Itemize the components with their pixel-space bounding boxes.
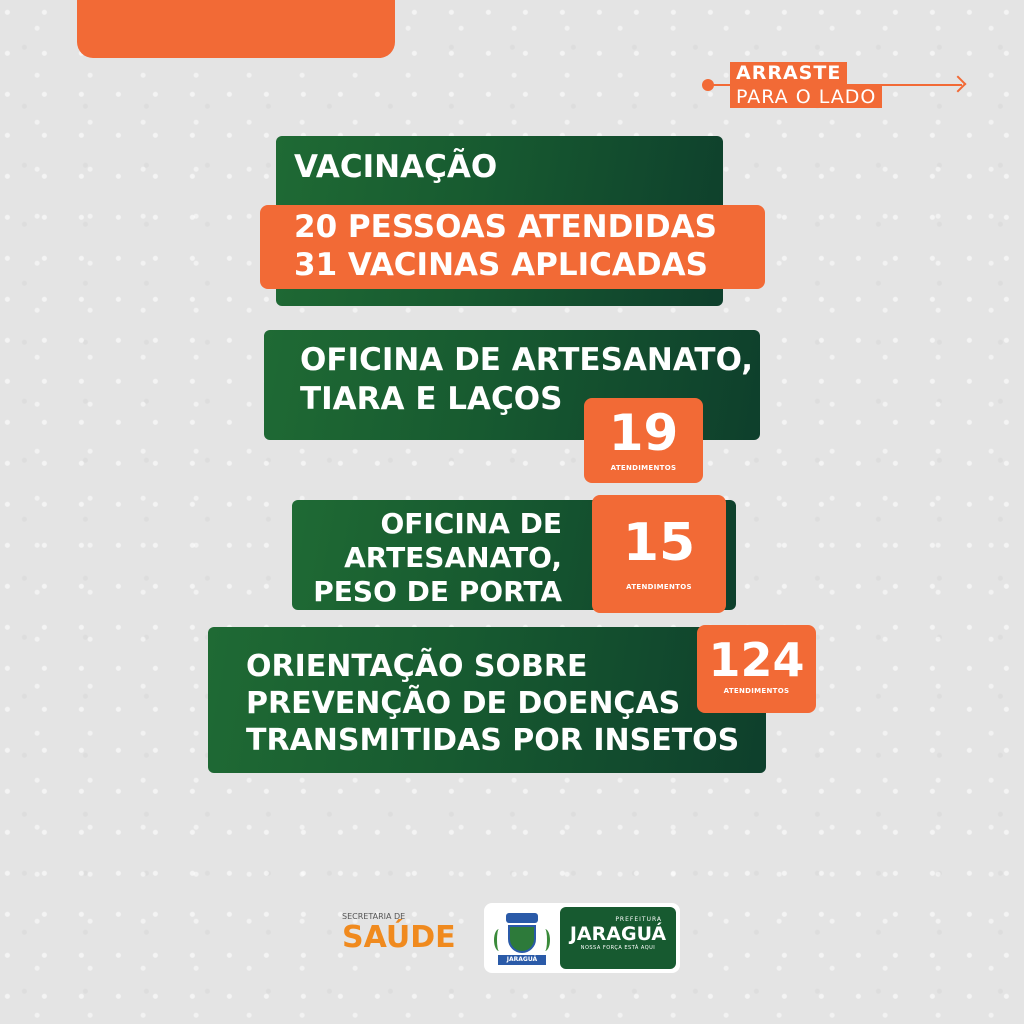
- oficina-tiara-line-2: TIARA E LAÇOS: [300, 381, 563, 417]
- swipe-label-2: PARA O LADO: [730, 86, 882, 108]
- prefeitura-small: PREFEITURA: [615, 916, 662, 923]
- top-orange-tab: [77, 0, 395, 58]
- oficina-peso-count: 15: [622, 513, 696, 573]
- prefeitura-slogan: NOSSA FORÇA ESTÁ AQUI: [580, 945, 656, 951]
- vacinacao-line-1: 20 PESSOAS ATENDIDAS: [294, 209, 717, 245]
- oficina-peso-line-1: OFICINA DE: [380, 507, 562, 540]
- swipe-label-1: ARRASTE: [730, 62, 847, 84]
- city-seal-icon: [492, 911, 552, 967]
- saude-logo-small: SECRETARIA DE: [342, 912, 406, 921]
- oficina-tiara-line-1: OFICINA DE ARTESANATO,: [300, 342, 754, 378]
- orientacao-count: 124: [708, 633, 805, 687]
- oficina-tiara-unit: ATENDIMENTOS: [610, 464, 677, 472]
- vacinacao-line-2: 31 VACINAS APLICADAS: [294, 247, 708, 283]
- orientacao-line-2: PREVENÇÃO DE DOENÇAS: [246, 686, 681, 721]
- prefeitura-big: JARAGUÁ: [569, 923, 667, 945]
- orientacao-count-badge: [697, 625, 816, 713]
- arrow-right-icon: [950, 76, 967, 93]
- orientacao-line-1: ORIENTAÇÃO SOBRE: [246, 649, 588, 684]
- vacinacao-title: VACINAÇÃO: [294, 149, 498, 185]
- oficina-tiara-count: 19: [608, 404, 679, 462]
- oficina-peso-unit: ATENDIMENTOS: [626, 583, 692, 591]
- swipe-dot-icon: [702, 79, 714, 91]
- prefeitura-logo: [484, 903, 680, 973]
- oficina-peso-line-3: PESO DE PORTA: [313, 575, 562, 608]
- oficina-peso-line-2: ARTESANATO,: [344, 541, 562, 574]
- saude-logo: [342, 912, 472, 958]
- oficina-tiara-count-badge: [584, 398, 703, 483]
- swipe-indicator[interactable]: [700, 60, 972, 112]
- orientacao-line-3: TRANSMITIDAS POR INSETOS: [246, 723, 740, 758]
- city-seal-banner: JARAGUÁ: [498, 955, 546, 965]
- orientacao-unit: ATENDIMENTOS: [723, 687, 790, 695]
- prefeitura-logo-box: [560, 907, 676, 969]
- oficina-peso-count-badge: [592, 495, 726, 613]
- saude-logo-big: SAÚDE: [342, 920, 456, 955]
